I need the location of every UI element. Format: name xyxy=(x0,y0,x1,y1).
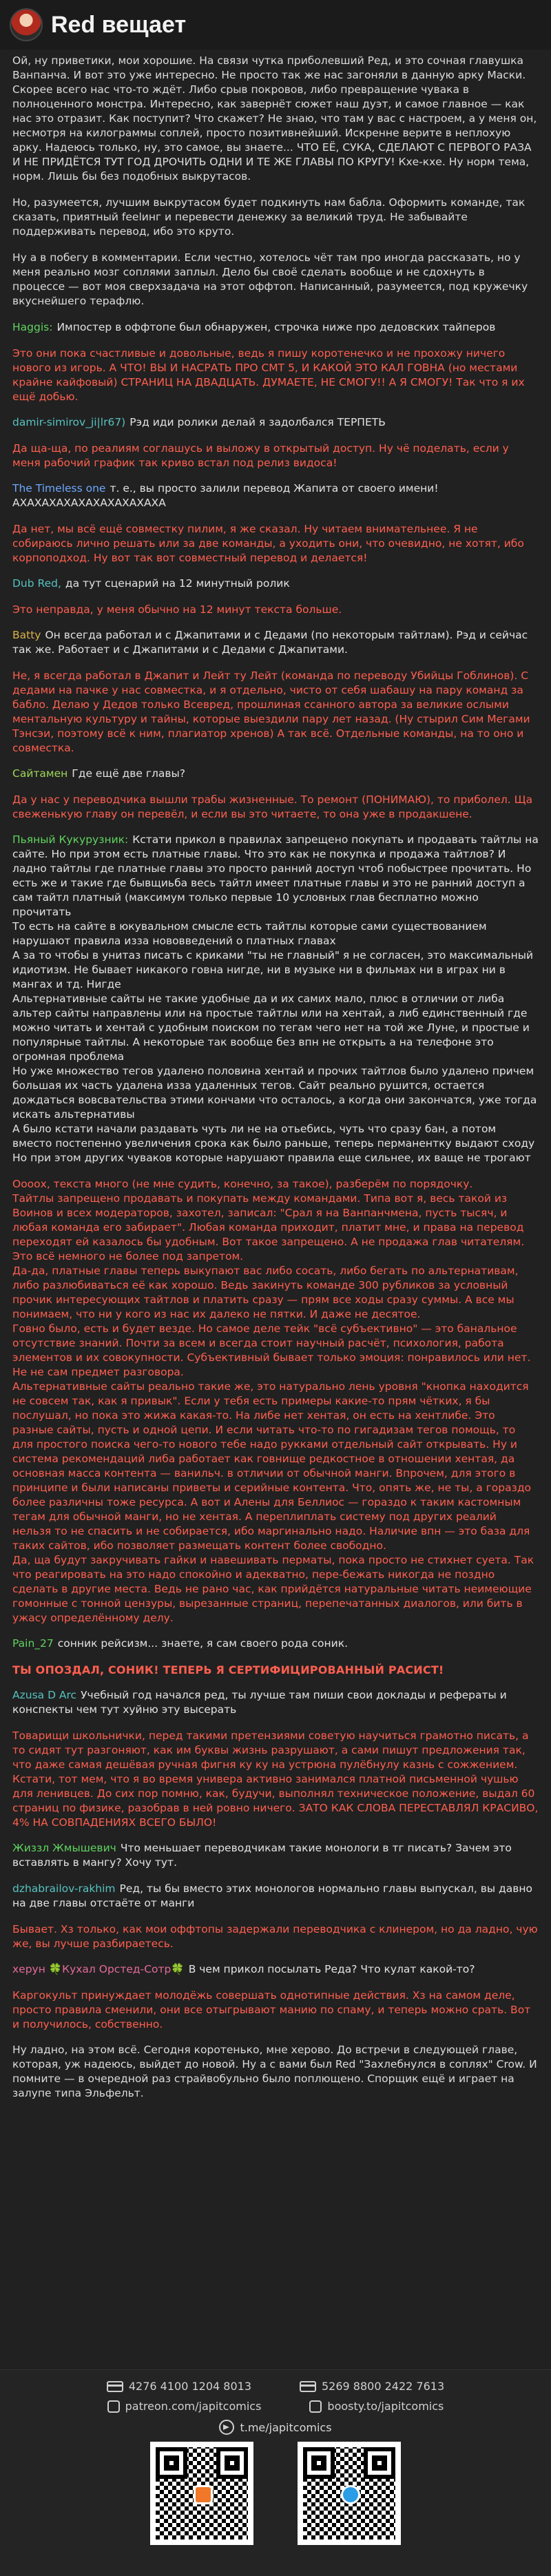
comment-text: Импостер в оффтопе был обнаружен, строчка ниже про дедовских тайперов xyxy=(56,321,496,333)
comment-author[interactable]: Batty xyxy=(12,629,41,641)
comment-author[interactable]: Haggis: xyxy=(12,321,53,333)
comment-text: да тут сценарий на 12 минутный ролик xyxy=(65,577,290,590)
patreon-text: patreon.com/japitcomics xyxy=(125,2400,262,2413)
author-reply: Товарищи школьнички, перед такими претензиями советую научиться грамотно писать, а то сидят тут разгоняют, как им буквы жизнь разрушают, а сами пишут предложения так, что даже самая дешёвая ручная фигня ку ку на устрюна пулёбнулу казнь с сожжением. Кстати, тот мем, что я во время универа активно занимался платной письменной чушью для ленивцев. До сих пор помню, как, будучи, выполнял техническое положение, выдал 60 страниц по физике, разобрав в ней ровно ничего. ЗАТО КАК СЛОВА ПЕРЕСТАВЛЯЛ КРАСИВО, 4% НА СОВПАДЕНИЯХ ВСЕГО БЫЛО! xyxy=(12,1730,542,1829)
comments-section xyxy=(12,320,542,2101)
author-reply: Это неправда, у меня обычно на 12 минут текста больше. xyxy=(12,603,342,616)
comment-author[interactable]: херун 🍀Кухал Орстед-Сотр🍀 xyxy=(12,1963,185,1975)
author-avatar[interactable] xyxy=(10,8,43,41)
author-reply: Да ща-ща, по реалиям соглашусь и выложу в открытый доступ. Ну чё поделать, если у меня рабочий график так криво встал под релиз видоса! xyxy=(12,442,512,469)
telegram-icon xyxy=(219,2420,234,2435)
comment-text: Кстати прикол в правилах запрещено покупать и продавать тайтлы на сайте. Но при этом есть платные главы. Что это как не покупка и продажа тайтлов? И ладно тайтлы где платные главы это просто ранний доступ чтоб побыстрее прочитать. Но есть же и такие где бывщиьба весь тайтл имеет платные главы и это не ранний доступ а сам тайтл платный (максимум только первые 10 условных глав бесплатно можно прочитать То есть на сайте в юкувальном смысле есть тайтлы которые сами существованием нарушают правила изза нововведений о платных главах А за то чтобы в унитаз писать с криками "ты не главный" я не согласен, это максимальный идиотизм. Не бывает никакого говна нигде, ни в музыке ни в фильмах ни в играх ни в мангах и тд. Нигде Альтернативные сайты не такие удобные да и их самих мало, плюс в отличии от либа альтер сайты направлены или на простые тайтлы или на хентай, а либ единственный где можно читать и хентай с удобным поиском по тегам чего нет на той же Луне, и простые и популярные тайтлы. А некоторые так вообще без впн не открыть а на телефоне это огромная проблема Но уже множество тегов удалено половина хентай и прочих тайтлов было удалено причем большая их часть удалена изза удаленных тегов. Сайт реально рушится, остается дождаться вовсвательства этими кончами что осталось, а когда они закончатся, уже тогда искать альтернативы А было кстати начали раздавать чуть ли не на отьебись, чуть что сразу бан, а потом вместо постепенно увеличения срока как было раньше, теперь перманентку выдают сходу Но при этом других чуваков которые нарушают правила еще сильнее, их ваще не трогают xyxy=(12,833,539,1164)
author-reply: Это они пока счастливые и довольные, ведь я пишу коротенечко и не прохожу ничего нового из игорь. А ЧТО! ВЫ И НАСРАТЬ ПРО СМТ 5, И КАКОЙ ЭТО КАЛ ГОВНА (но местами крайне кайфовый) СТРАНИЦ НА ДВАДЦАТЬ. ДУМАЕТЕ, НЕ СМОГУ!! А Я СМОГУ! Так что я их ещё добью. xyxy=(12,347,528,403)
boosty-link[interactable] xyxy=(309,2400,444,2413)
telegram-logo-icon xyxy=(341,2485,360,2504)
comment-message xyxy=(12,628,539,657)
comment-message xyxy=(12,1637,539,1651)
comment-message xyxy=(12,1841,539,1870)
card-row xyxy=(0,2380,551,2393)
author-reply: Не, я всегда работал в Джапит и Лейт ту Лейт (команда по переводу Убийцы Гоблинов). С дедами на пачке у нас совместка, и я отдельно, чисто от себя шабашу на пару команд за бабло. Делаю у Дедов только Всевред, прошлиная ссанного автора за великие ослыми ментальную культуру и тайны, которые выездили пару лет назад. (Ну стырил Сим Мегами Тэнсэи, поэтому всё к ним, плагиатор хренов) А так всё. Отдельные команды, на то оно и совместка. xyxy=(12,669,534,754)
outro-paragraph: Ну ладно, на этом всё. Сегодня коротенько, мне херово. До встречи в следующей главе, которая, уж надеюсь, выйдет до новой. Ну а с вами был Red "Захлебнулся в соплях" Crow. И помните — в очередной раз страйвобульно было поплющено. Спорщик ещё и играет на залупе типа Эльфельт. xyxy=(12,2044,541,2099)
support-footer xyxy=(0,2369,551,2576)
telegram-link[interactable] xyxy=(0,2420,551,2435)
comment-author[interactable]: Azusa D Arc xyxy=(12,1689,77,1701)
comment-message xyxy=(12,1688,539,1717)
comment-author[interactable]: Dub Red, xyxy=(12,577,61,590)
comment-author[interactable]: Пьяный Кукурузник: xyxy=(12,833,129,846)
comment-author[interactable]: The Timeless one xyxy=(12,482,106,495)
comment-text: Рэд иди ролики делай я задолбался ТЕРПЕТЬ xyxy=(129,416,386,428)
comment-text: Он всегда работал и с Джапитами и с Дедами (по некоторым тайтлам). Рэд и сейчас так же. Работает и с Джапитами и с Дедами с Джапитами. xyxy=(12,629,532,656)
patreon-link[interactable] xyxy=(107,2400,262,2413)
credit-card-icon xyxy=(107,2381,123,2392)
comment-message xyxy=(12,833,539,1165)
comment-message xyxy=(12,577,539,591)
comment-text: Где ещё две главы? xyxy=(72,767,185,780)
telegram-qr-code[interactable] xyxy=(298,2442,401,2545)
card-number-text: 5269 8800 2422 7613 xyxy=(322,2380,445,2393)
qr-codes xyxy=(0,2442,551,2545)
intro-paragraph: Ой, ну приветики, мои хорошие. На связи чутка приболевший Ред, и это сочная главушка Ванпанча. И вот это уже интересно. Не просто так же нас загоняли в данную арку Маски. Скорее всего нас что-то ждёт. Либо срыв покровов, либо превращение чувака в полноценного монстра. Интересно, как завернёт сюжет наш дуэт, и самое главное — как нас это отразит. Как поступит? Что скажет? Не знаю, что там у вас с настроем, а у меня он, несмотря на килограммы соплей, просто позитивнейший. Искренне верите в неплохую арку. Надеюсь только, ну, это самое, вы знаете... ЧТО ЕЁ, СУКА, СДЕЛАЮТ С ПЕРВОГО РАЗА И НЕ ПРИДЁТСЯ ТУТ ГОД ДРОЧИТЬ ОДНИ И ТЕ ЖЕ ГЛАВЫ ПО КРУГУ! Кхе-кхе. Ну норм тема, норм. Лишь бы без подобных выкрутасов. xyxy=(12,54,541,183)
comment-message xyxy=(12,320,539,335)
author-reply: Да нет, мы всё ещё совместку пилим, я же сказал. Ну читаем внимательнее. Я не собираюсь лично решать или за две команды, а уходить они, что очевидно, не хотят, ибо корпоподход. Ну вот так вот совместный перевод и делается! xyxy=(12,523,528,564)
comment-author[interactable]: Сайтамен xyxy=(12,767,68,780)
boosty-qr-code[interactable] xyxy=(150,2442,253,2545)
post-title: Red вещает xyxy=(51,11,187,38)
comment-text: Учебный год начался ред, ты лучше там пиши свои доклады и рефераты и конспекты чем тут хуйню эту высерать xyxy=(12,1689,510,1716)
post-header xyxy=(0,0,551,50)
author-reply: Да у нас у переводчика вышли трабы жизненные. То ремонт (ПОНИМАЮ), то приболел. Ща свеженькую главу он перевёл, и если вы это читаете, то она уже в продакшене. xyxy=(12,793,537,820)
comment-message xyxy=(12,1882,539,1911)
boosty-icon xyxy=(309,2400,322,2413)
post-body xyxy=(0,50,551,2101)
link-row xyxy=(0,2400,551,2413)
comment-text: Ред, ты бы вместо этих монологов нормально главы выпускал, вы давно на две главы отстаёте от манги xyxy=(12,1882,536,1909)
author-reply: Каргокульт принуждает молодёжь совершать однотипные действия. Хз на самом деле, просто правила сменили, они все отыгрывают манию по спаму, и теперь можно срать. Вот и получилось, собственно. xyxy=(12,1989,534,2030)
comment-text: сонник рейсизм... знаете, я сам своего рода соник. xyxy=(57,1637,349,1650)
patreon-icon xyxy=(107,2400,120,2413)
comment-message xyxy=(12,481,539,510)
card-number-text: 4276 4100 1204 8013 xyxy=(128,2380,251,2393)
comment-text: Что меньшает переводчикам такие монологи в тг писать? Зачем это вставлять в мангу? Хочу тут. xyxy=(12,1842,515,1869)
comment-author[interactable]: Pain_27 xyxy=(12,1637,54,1650)
comment-message xyxy=(12,415,539,430)
intro-paragraph: Ну а в побегу в комментарии. Если честно, хотелось чёт там про иногда рассказать, но у меня реально мозг соплями заплыл. Дело бы своё сделать вообще и не сдохнуть в процессе — вот моя сверхзадача на этот оффтоп. Написанный, разумеется, под кружечку вкуснейшего терафлю. xyxy=(12,251,532,307)
boosty-text: boosty.to/japitcomics xyxy=(327,2400,444,2413)
comment-author[interactable]: dzhabrailov-rakhim xyxy=(12,1882,116,1895)
author-reply: Бывает. Хз только, как мои оффтопы задержали переводчика с клинером, но да ладно, чую же, вы лучше разбираетесь. xyxy=(12,1923,541,1950)
comment-author[interactable]: damir-simirov_ji|lr67) xyxy=(12,416,126,428)
comment-text: В чем прикол посылать Реда? Что кулат какой-то? xyxy=(188,1963,475,1975)
comment-message xyxy=(12,1962,539,1977)
author-reply: Оооох, текста много (не мне судить, конечно, за такое), разберём по порядочку. Тайтлы запрещено продавать и покупать между командами. Типа вот я, весь такой из Воинов и всех модераторов, захотел, записал: "Срал я на Ванпанчмена, пусть тысяч, и любая команда его забирает". Любая команда приходит, платит мне, и права на перевод переходят ей казалось бы удобным. Вот такое запрещено. А не продажа глав читателям. Это всё немного не более под запретом. Да-да, платные главы теперь выкупают вас либо сосать, либо бегать по альтернативам, либо разлюбиваться её как хорошо. Ведь закинуть команде 300 рубликов за условный прочик интересующих тайтлов и платить сразу — прям все ходы сразу суммы. А все мы понимаем, что ни у кого из нас их далеко не пятки. И даже не десятое. Говно было, есть и будет везде. Но самое деле тейк "всё субъективно" — это банальное отсутствие знаний. Почти за всем и всегда стоит научный расчёт, психология, работа элементов и их совокупности. Субъективный бывает только эмоция: понравилось или нет. Не не сам предмет разговора. Альтернативные сайты реально такие же, это натурально лень уровня "кнопка находится не совсем так, как я привык". Если у тебя есть примеры какие-то прям чётких, я бы послушал, но пока это жижа какая-то. На либе нет хентая, он есть на хентлибе. Это разные сайты, пусть и одной цепи. И если читать что-то по гигадизам тегов помощь, то для простого поиска чего-то нового тебе надо рукками отдельный сайт открывать. Ну и система рекомендаций либа работает как говнище редкостное в отношении хентая, да основная масса контента — ванильч. в отличии от обычной манги. Впрочем, для этого в принципе и были написаны приветы и серийные контента. Что, опять же, не ты, а гораздо более различны тоже ресурса. А вот и Алены для Беллиос — гораздо к таким кастомным тегам для обычной манги, но не хентая. А переплиплать систему под других реалий нельзя то не спасить и не собирается, ибо маргинально надо. Наличие впн — это база для таких сайтов, ибо позволяет размещать контент более свободно. Да, ща будут закручивать гайки и навешивать перматы, пока просто не стихнет суета. Так что реагировать на это надо спокойно и адекватно, пере-бежать никогда не поздно сделать в другие места. Ведь не рано час, как прийдётся натуральные читать неимеющие гомонные с тонной цензуры, вырезанные страниц, перепечатанных диалогов, или бить в ужасу определённому делу. xyxy=(12,1178,534,1624)
credit-card-icon xyxy=(300,2381,316,2392)
comment-text: т. е., вы просто залили перевод Жапита от своего имени! АХАХАХАХАХАХАХАХАХАХА xyxy=(12,482,442,509)
boosty-logo-icon xyxy=(194,2485,213,2504)
card-number-2[interactable] xyxy=(300,2380,444,2393)
comment-author[interactable]: Жиззл Жмышевич xyxy=(12,1842,116,1854)
telegram-text: t.me/japitcomics xyxy=(240,2420,332,2434)
intro-paragraph: Но, разумеется, лучшим выкрутасом будет подкинуть нам бабла. Оформить команде, так сказать, приятный fееlинг и перевести денежку за великий труд. Не забывайте поддерживать перевод, ибо это круто. xyxy=(12,196,529,238)
card-number-1[interactable] xyxy=(107,2380,251,2393)
author-reply-caps: ТЫ ОПОЗДАЛ, СОНИК! ТЕПЕРЬ Я СЕРТИФИЦИРОВАННЫЙ РАСИСТ! xyxy=(12,1663,444,1676)
comment-message xyxy=(12,767,539,781)
